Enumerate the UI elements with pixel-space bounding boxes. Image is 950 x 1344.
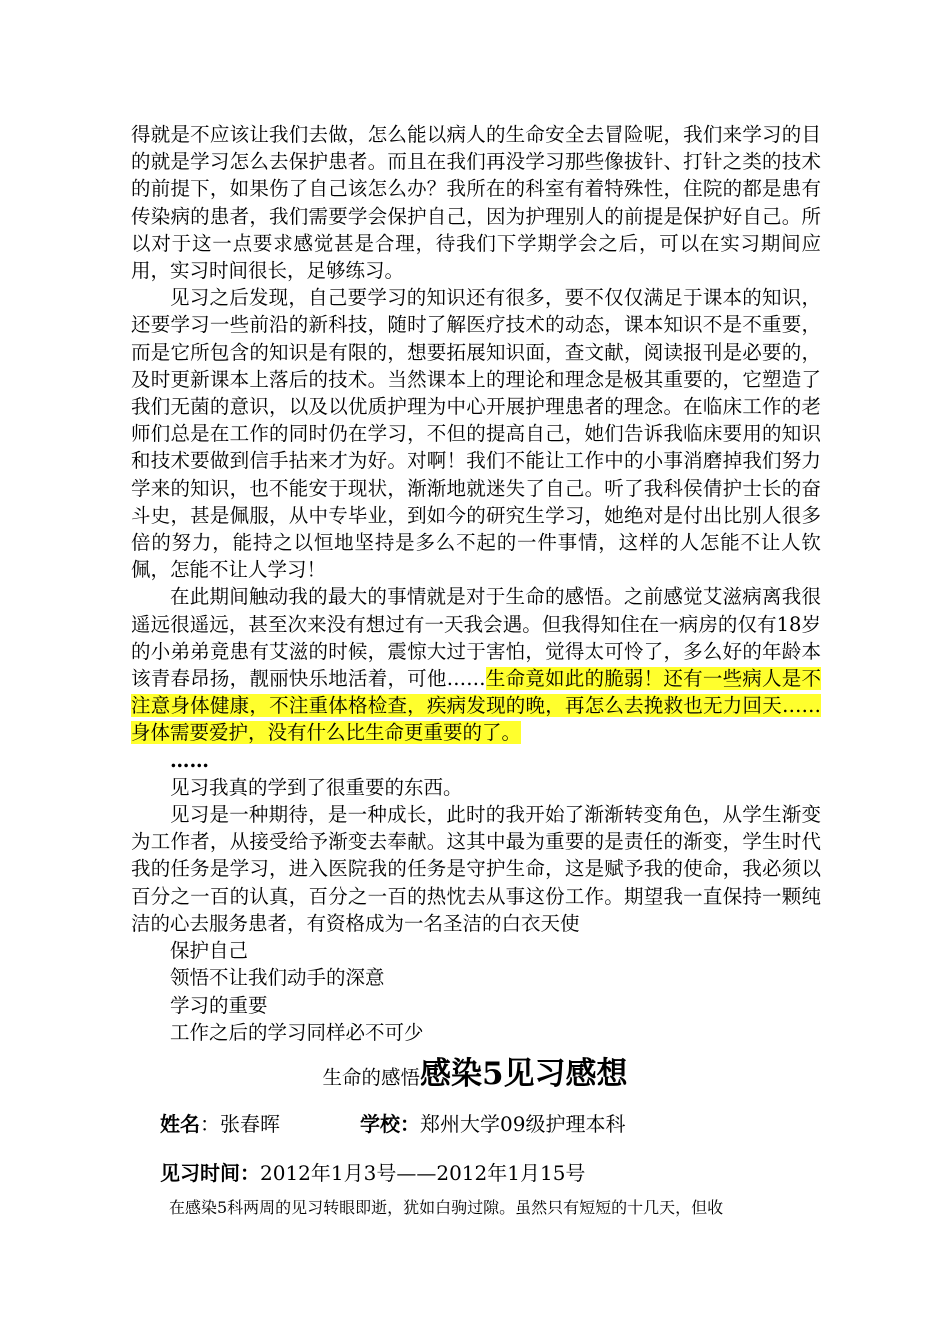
name-label: 姓名 [160,1112,200,1136]
name-value: ：张春晖 [200,1112,280,1136]
school-field [360,1108,625,1137]
title-prefix: 生命的感悟 [322,1066,420,1089]
paragraph-1: 得就是不应该让我们去做，怎么能以病人的生命安全去冒险呢，我们来学习的目的就是学习怎么去保护患者。而且在我们再没学习那些像拔针、打针之类的技术的前提下，如果伤了自己该怎么办？我所在的科室有着特殊性，住院的都是患有传染病的患者，我们需要学会保护自己，因为护理别人的前提是保护好自己。所以对于这一点要求感觉甚是合理，待我们下学期学会之后，可以在实习期间应用，实习时间很长，足够练习。 [131,123,821,283]
paragraph-3-text: 在此期间触动我的最大的事情就是对于生命的感悟。之前感觉艾滋病离我很遥远很遥远，甚至次来没有想过有一天我会遇。但我得知住在一病房的仅有18岁的小弟弟竟患有艾滋的时候，震惊大过于害怕，觉得太可怜了，多么好的年龄本该青春昂扬，靓丽快乐地活着，可他…… [131,585,821,691]
internship-time-field [160,1157,585,1186]
paragraph-5: 见习是一种期待，是一种成长，此时的我开始了渐渐转变角色，从学生渐变为工作者，从接受给予渐变去奉献。这其中最为重要的是责任的渐变，学生时代我的任务是学习，进入医院我的任务是守护生命，这是赋予我的使命，我必须以百分之一百的认真，百分之一百的热忱去从事这份工作。期望我一直保持一颗纯洁的心去服务患者，有资格成为一名圣洁的白衣天使 [131,803,821,935]
time-value: 2012年1月3号——2012年1月15号 [260,1161,586,1185]
summary-line-2: 领悟不让我们动手的深意 [170,966,385,990]
summary-line-1: 保护自己 [170,939,249,963]
essay-body [131,121,821,1046]
paragraph-3 [131,583,821,746]
next-paragraph-start: 在感染5科两周的见习转眼即逝，犹如白驹过隙。虽然只有短短的十几天，但收 [169,1198,724,1217]
ellipsis-line: …… [170,748,209,772]
summary-line-3: 学习的重要 [170,993,268,1017]
summary-line-4: 工作之后的学习同样必不可少 [170,1020,424,1044]
school-label: 学校： [360,1112,420,1136]
school-value: 郑州大学09级护理本科 [420,1112,626,1136]
title-main: 感染5见习感想 [419,1056,628,1092]
highlighted-text: 生命竟如此的脆弱！还有一些病人是不注意身体健康，不注重体格检查，疾病发现的晚，再怎么去挽救也无力回天……身体需要爱护，没有什么比生命更重要的了。 [131,667,821,745]
document-title [0,1048,950,1093]
time-label: 见习时间： [160,1161,260,1185]
name-field [160,1108,280,1137]
paragraph-2: 见习之后发现，自己要学习的知识还有很多，要不仅仅满足于课本的知识，还要学习一些前沿的新科技，随时了解医疗技术的动态，课本知识不是不重要，而是它所包含的知识是有限的，想要拓展知识面，查文献，阅读报刊是必要的，及时更新课本上落后的技术。当然课本上的理论和理念是极其重要的，它塑造了我们无菌的意识，以及以优质护理为中心开展护理患者的理念。在临床工作的老师们总是在工作的同时仍在学习，不但的提高自己，她们告诉我临床要用的知识和技术要做到信手拈来才为好。对啊！我们不能让工作中的小事消磨掉我们努力学来的知识，也不能安于现状，渐渐地就迷失了自己。听了我科侯倩护士长的奋斗史，甚是佩服，从中专毕业，到如今的研究生学习，她绝对是付出比别人很多倍的努力，能持之以恒地坚持是多么不起的一件事情，这样的人怎能不让人钦佩，怎能不让人学习！ [131,286,821,582]
paragraph-4: 见习我真的学到了很重要的东西。 [170,775,463,799]
